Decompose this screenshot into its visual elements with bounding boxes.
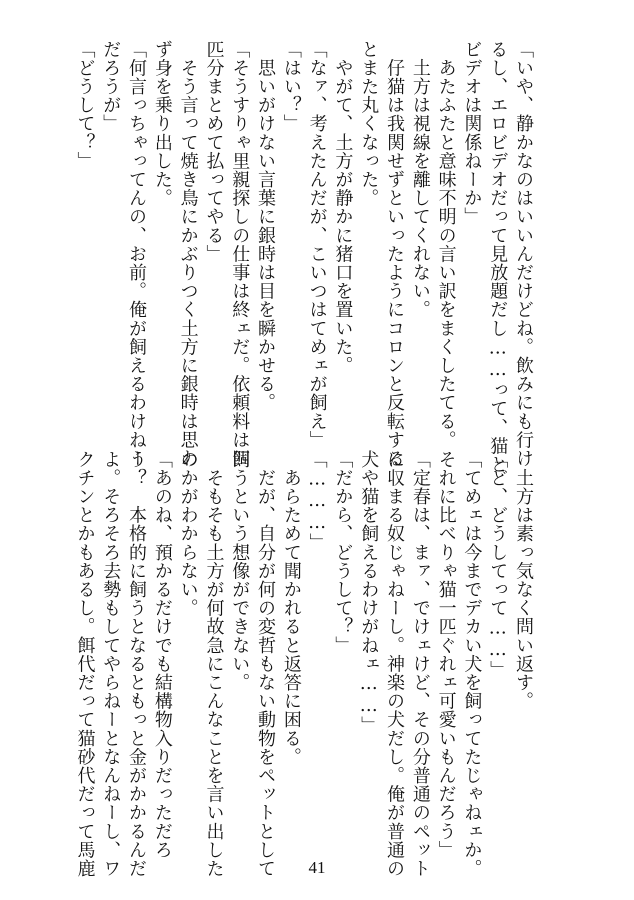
- text-line: 土方は素っ気なく問い返す。: [513, 450, 534, 711]
- text-line: 犬や猫を飼えるわけがねェ……」: [358, 450, 380, 735]
- text-line: 「はい？」: [280, 40, 302, 133]
- text-line: に収まる奴じゃねーし。神楽の犬だし。俺が普通の: [384, 450, 406, 878]
- text-line: るし、エロビデオだって見放題だし……って、猫と: [487, 40, 509, 474]
- text-line: あらためて聞かれると返答に困る。: [280, 450, 302, 767]
- text-line: とまた丸くなった。: [358, 40, 380, 208]
- text-line: 「どうして？」: [74, 40, 96, 171]
- text-line: ビデオは関係ねーか」: [461, 40, 483, 226]
- text-line: ず身を乗り出した。: [151, 40, 173, 208]
- text-line: 「なァ、考えたんだが、こいつはてめェが飼え」: [306, 40, 328, 450]
- text-line: 「定春は、まァ、でけェけど、その分普通のペット: [409, 450, 431, 878]
- text-line: そもそも土方が何故急にこんなことを言い出した: [203, 450, 225, 878]
- page-number: 41: [308, 858, 326, 877]
- text-line: 「だから、どうして？」: [332, 450, 354, 655]
- text-line: 仔猫は我関せずといったようにコロンと反転する: [384, 40, 406, 468]
- text-line: う？ 本格的に飼うとなるともっと金がかかるんだ: [126, 450, 148, 878]
- text-line: だが、自分が何の変哲もない動物をペットとして: [255, 450, 277, 878]
- text-line: 「てめェは今までデカい犬を飼ってたじゃねェか。: [461, 450, 483, 878]
- text-line: 「いや、静かなのはいいんだけどね。飲みにも行け: [513, 40, 534, 468]
- text-line: 「………」: [306, 450, 328, 552]
- text-line: やがて、土方が静かに猪口を置いた。: [332, 40, 354, 375]
- text-line: よ。そろそろ去勢もしてやらねーとなんねーし、ワ: [100, 450, 122, 878]
- text-line: 「そうすりゃ里親探しの仕事は終ェだ。依頼料は四: [229, 40, 251, 468]
- text-line: 「何言っちゃってんの、お前。俺が飼えるわけねー: [126, 40, 148, 468]
- text-line: それに比べりゃ猫一匹ぐれェ可愛いもんだろう」: [435, 450, 457, 860]
- text-line: 飼うという想像ができない。: [229, 450, 251, 692]
- text-line: だろうが」: [100, 40, 122, 133]
- text-line: 匹分まとめて払ってやる」: [203, 40, 225, 264]
- text-line: 「あのね、預かるだけでも結構物入りだっただろ: [151, 450, 173, 860]
- text-line: そう言って焼き鳥にかぶりつく土方に銀時は思わ: [177, 40, 199, 468]
- text-line: のかがわからない。: [177, 450, 199, 618]
- text-line: あたふたと意味不明の言い訳をまくしたてる。: [435, 40, 457, 450]
- text-line: クチンとかもあるし。餌代だって猫砂代だって馬鹿: [74, 450, 96, 878]
- text-line: 土方は視線を離してくれない。: [409, 40, 431, 319]
- text-line: 思いがけない言葉に銀時は目を瞬かせる。: [255, 40, 277, 412]
- upper-text-column: [74, 40, 536, 474]
- text-line: 「ど、どうしてって……」: [487, 450, 509, 680]
